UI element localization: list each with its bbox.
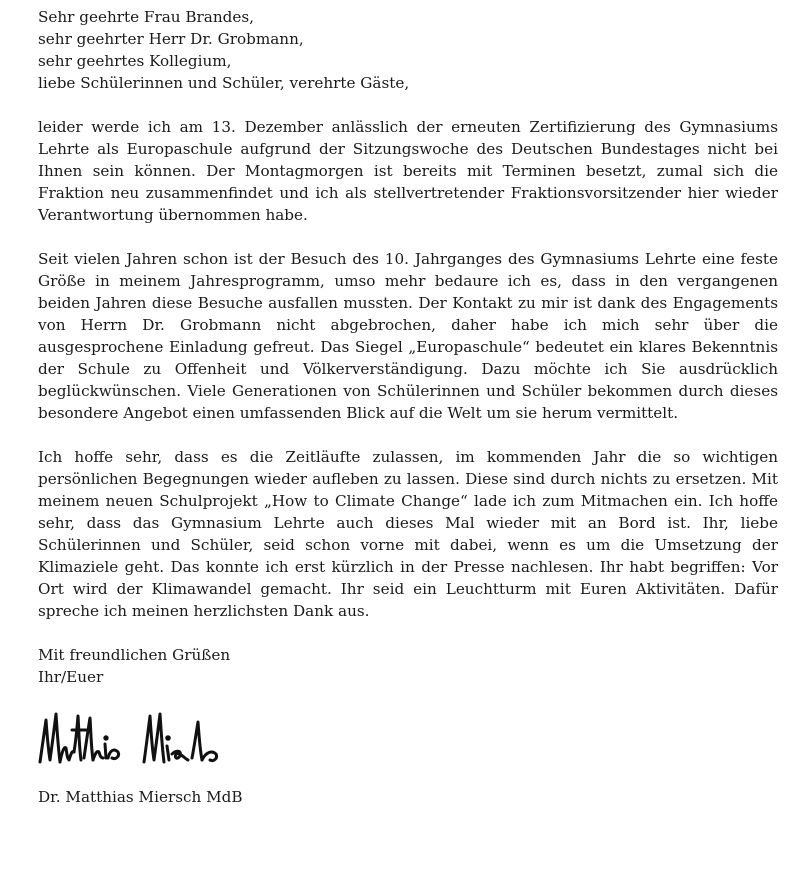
salutation-line: liebe Schülerinnen und Schüler, verehrte Gäste, (38, 74, 410, 92)
salutation-line: sehr geehrter Herr Dr. Grobmann, (38, 30, 304, 48)
closing-addressee-form: Ihr/Euer (38, 668, 104, 686)
closing-greeting: Mit freundlichen Grüßen (38, 646, 231, 664)
letter (38, 6, 778, 808)
body-paragraph: Seit vielen Jahren schon ist der Besuch des 10. Jahrganges des Gymnasiums Lehrte eine feste Größe in meinem Jahresprogramm, umso mehr bedaure ich es, dass in den vergangenen beiden Jahren diese Besuche ausfallen mussten. Der Kontakt zu mir ist dank des Engagements von Herrn Dr. Grobmann nicht abgebrochen, daher habe ich mich sehr über die ausgesprochene Einladung gefreut. Das Siegel „Europaschule“ bedeutet ein klares Bekenntnis der Schule zu Offenheit und Völkerverständigung. Dazu möchte ich Sie ausdrücklich beglückwünschen. Viele Generationen von Schülerinnen und Schüler bekommen durch dieses besondere Angebot einen umfassenden Blick auf die Welt um sie herum vermittelt. (38, 250, 778, 422)
salutation-line: sehr geehrtes Kollegium, (38, 52, 232, 70)
handwritten-signature (36, 700, 236, 780)
sender-name: Dr. Matthias Miersch MdB (38, 788, 243, 806)
salutation (38, 6, 778, 94)
body-paragraph: leider werde ich am 13. Dezember anlässlich der erneuten Zertifizierung des Gymnasiums Lehrte als Europaschule aufgrund der Sitzungswoche des Deutschen Bundestages nicht bei Ihnen sein können. Der Montagmorgen ist bereits mit Terminen besetzt, zumal sich die Fraktion neu zusammenfindet und ich als stellvertretender Fraktionsvorsitzender hier wieder Verantwortung übernommen habe. (38, 118, 778, 224)
body-paragraph: Ich hoffe sehr, dass es die Zeitläufte zulassen, im kommenden Jahr die so wichtigen persönlichen Begegnungen wieder aufleben zu lassen. Diese sind durch nichts zu ersetzen. Mit meinem neuen Schulprojekt „How to Climate Change“ lade ich zum Mitmachen ein. Ich hoffe sehr, dass das Gymnasium Lehrte auch dieses Mal wieder mit an Bord ist. Ihr, liebe Schülerinnen und Schüler, seid schon vorne mit dabei, wenn es um die Umsetzung der Klimaziele geht. Das konnte ich erst kürzlich in der Presse nachlesen. Ihr habt begriffen: Vor Ort wird der Klimawandel gemacht. Ihr seid ein Leuchtturm mit Euren Aktivitäten. Dafür spreche ich meinen herzlichsten Dank aus. (38, 448, 778, 620)
closing (38, 644, 778, 688)
salutation-line: Sehr geehrte Frau Brandes, (38, 8, 254, 26)
